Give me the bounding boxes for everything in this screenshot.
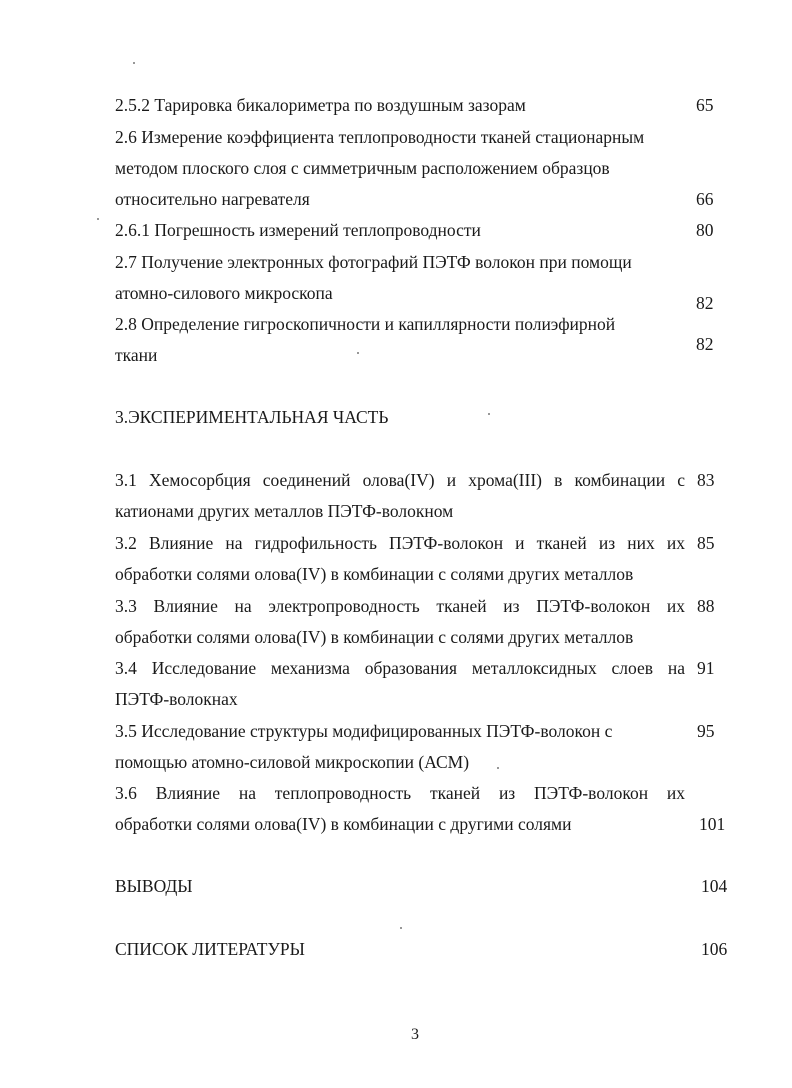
toc-entry-3-6-line1: 3.6 Влияние на теплопроводность тканей из ПЭТФ-волокон их — [115, 783, 685, 803]
toc-entry-2-7-line2: атомно-силового микроскопа — [115, 283, 333, 303]
toc-entry-2-8-line1: 2.8 Определение гигроскопичности и капиллярности полиэфирной — [115, 314, 616, 334]
scan-speck — [488, 413, 490, 415]
toc-entry-3-6-page: 101 — [699, 814, 726, 834]
toc-entry-2-6-page: 66 — [696, 189, 714, 209]
toc-entry-3-4-line1: 3.4 Исследование механизма образования металлоксидных слоев на — [115, 658, 685, 678]
toc-entry-3-5-page: 95 — [697, 721, 715, 741]
toc-entry-3-3-line2: обработки солями олова(IV) в комбинации с солями других металлов — [115, 627, 634, 647]
page-number: 3 — [411, 1026, 419, 1043]
toc-entry-3-5-line1: 3.5 Исследование структуры модифицированных ПЭТФ-волокон с — [115, 721, 613, 741]
toc-entry-2-6-1-title: 2.6.1 Погрешность измерений теплопроводности — [115, 220, 481, 240]
toc-references-page: 106 — [701, 939, 728, 959]
toc-section-3-heading: 3.ЭКСПЕРИМЕНТАЛЬНАЯ ЧАСТЬ — [115, 407, 389, 427]
toc-references-title: СПИСОК ЛИТЕРАТУРЫ — [115, 939, 305, 959]
toc-entry-3-3-line1: 3.3 Влияние на электропроводность тканей из ПЭТФ-волокон их — [115, 596, 685, 616]
toc-entry-3-2-line1: 3.2 Влияние на гидрофильность ПЭТФ-волокон и тканей из них их — [115, 533, 685, 553]
toc-entry-3-1-line2: катионами других металлов ПЭТФ-волокном — [115, 501, 454, 521]
toc-entry-2-8-line2: ткани — [115, 345, 158, 365]
scan-speck — [97, 218, 99, 220]
toc-entry-3-4-line2: ПЭТФ-волокнах — [115, 689, 238, 709]
toc-entry-2-6-line1: 2.6 Измерение коэффициента теплопроводности тканей стационарным — [115, 127, 645, 147]
toc-entry-2-6-line2: методом плоского слоя с симметричным расположением образцов — [115, 158, 610, 178]
toc-entry-3-1-page: 83 — [697, 470, 715, 490]
toc-entry-3-5-line2: помощью атомно-силовой микроскопии (АСМ) — [115, 752, 470, 772]
toc-entry-3-2-line2: обработки солями олова(IV) в комбинации с солями других металлов — [115, 564, 634, 584]
toc-conclusions-page: 104 — [701, 876, 728, 896]
toc-entry-2-8-page: 82 — [696, 334, 714, 354]
toc-conclusions-title: ВЫВОДЫ — [115, 876, 193, 896]
toc-entry-2-5-2-title: 2.5.2 Тарировка бикалориметра по воздушным зазорам — [115, 95, 526, 115]
toc-entry-2-7-page: 82 — [696, 293, 714, 313]
toc-entry-3-3-page: 88 — [697, 596, 715, 616]
toc-entry-2-7-line1: 2.7 Получение электронных фотографий ПЭТФ волокон при помощи — [115, 252, 632, 272]
toc-entry-3-6-line2: обработки солями олова(IV) в комбинации с другими солями — [115, 814, 572, 834]
scan-speck — [133, 62, 135, 64]
toc-entry-2-5-2-page: 65 — [696, 95, 714, 115]
toc-entry-2-6-line3: относительно нагревателя — [115, 189, 310, 209]
toc-entry-3-4-page: 91 — [697, 658, 715, 678]
scan-speck — [497, 767, 499, 769]
scan-speck — [357, 352, 359, 354]
scan-speck — [400, 927, 402, 929]
toc-entry-2-6-1-page: 80 — [696, 220, 714, 240]
toc-entry-3-2-page: 85 — [697, 533, 715, 553]
toc-entry-3-1-line1: 3.1 Хемосорбция соединений олова(IV) и хрома(III) в комбинации с — [115, 470, 685, 490]
